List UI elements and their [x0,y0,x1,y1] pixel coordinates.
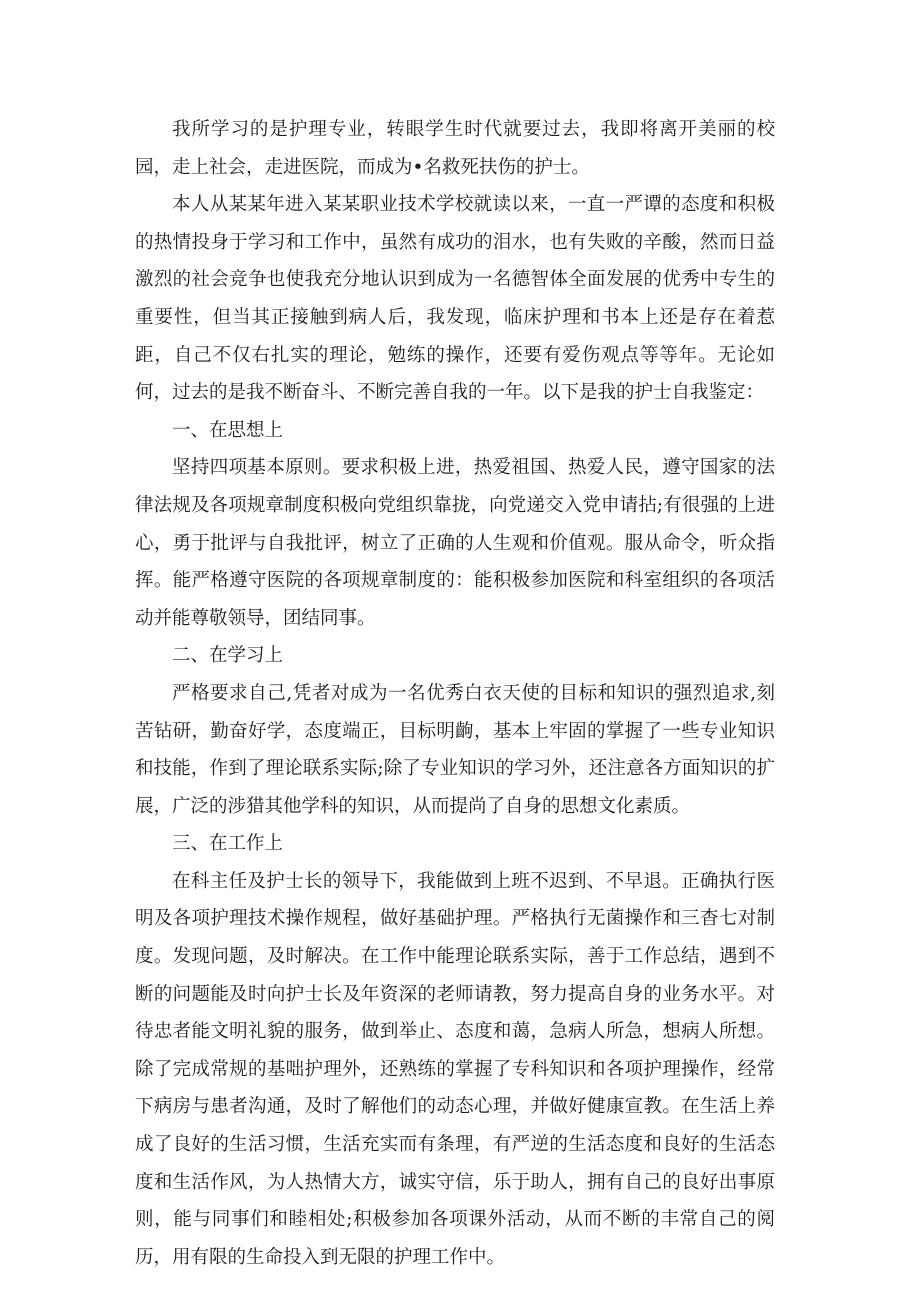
document-body [135,111,775,1276]
section-heading-work: 三、在工作上 [172,833,284,855]
paragraph-intro: 我所学习的是护理专业，转眼学生时代就要过去，我即将离开美丽的校园，走上社会，走进医院，而成为•名救死扶伤的护士。 [135,119,775,178]
section-heading-study: 二、在学习上 [172,645,284,667]
section-heading-thought: 一、在思想上 [172,419,284,441]
paragraph-study: 严格要求自己,凭者对成为一名优秀白衣天使的目标和知识的强烈追求,刻苦钻研，勤奋好学，态度端正，目标明齣，基本上牢固的掌握了一些专业知识和技能，作到了理论联系实际;除了专业知识的学习外，还注意各方面知识的扩展，广泛的涉猎其他学科的知识，从而提尚了自身的思想文化素质。 [135,682,775,817]
paragraph-background: 本人从某某年进入某某职业技术学校就读以来，一直一严谭的态度和积极的热情投身于学习和工作中，虽然有成功的泪水，也有失败的辛酸，然而日益激烈的社会竞争也使我充分地认识到成为一名德智体全面发展的优秀中专生的重要性，但当其正接触到病人后，我发现，临床护理和书本上还是存在着惹距，自己不仅右扎实的理论，勉练的操作，还要有爱伤观点等等年。无论如何，过去的是我不断奋斗、不断完善自我的一年。以下是我的护士自我鉴定： [135,194,775,404]
paragraph-work: 在科主任及护士长的领导下，我能做到上班不迟到、不早退。正确执行医明及各项护理技术操作规程，做好基础护理。严格执行无菌操作和三杳七对制度。发现问题，及时解决。在工作中能理论联系实际，善于工作总结，遇到不断的问题能及时向护士长及年资深的老师请教，努力提高自身的业务水平。对待忠者能文明礼貌的服务，做到举止、态度和蔼，急病人所急，想病人所想。除了完成常规的基咄护理外，还熟练的掌握了专科知识和各项护理操作，经常下病房与患者沟通，及时了解他们的动态心理，并做好健康宣教。在生活上养成了良好的生活习惯，生活充实而有条理，有严逆的生活态度和良好的生活态度和生活作风，为人热情大方，诚实守信，乐于助人，拥有自己的良好出事原则，能与同事们和睦相处;积极参加各项课外活动，从而不断的丰常自己的阅历，用有限的生命投入到无限的护理工作中。 [135,870,775,1268]
paragraph-thought: 坚持四项基本原则。要求积极上进，热爱祖国、热爱人民，遵守国家的法律法规及各项规章制度积极向党组织靠拢，向党递交入党申请拈;有很强的上进心，勇于批评与自我批评，树立了正确的人生观和价值观。服从命令，听众指挥。能严格遵守医院的各项规章制度的：能积极参加医院和科室组织的各项活动并能尊敬领导，团结同事。 [135,457,775,629]
